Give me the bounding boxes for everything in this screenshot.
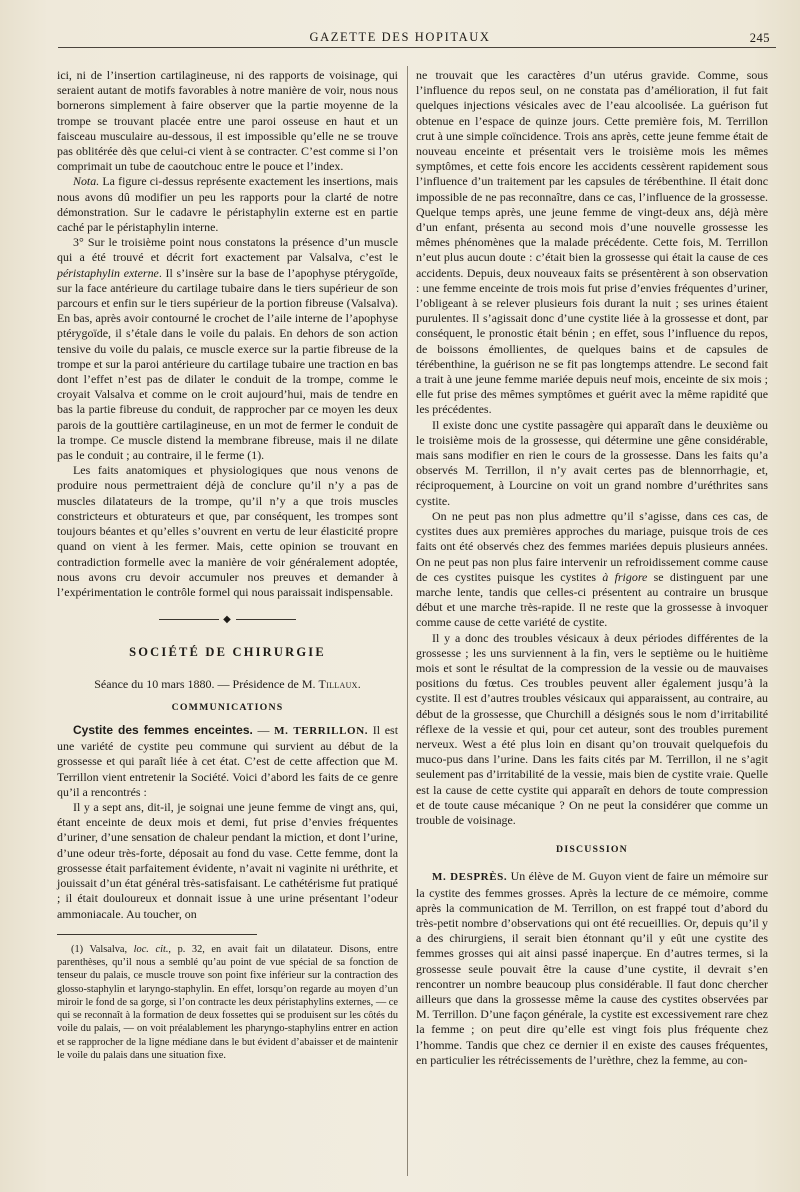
section-title: SOCIÉTÉ DE CHIRURGIE xyxy=(129,645,326,660)
text-run: Il est une variété de cystite peu commune qui survient au début de la grossesse et qui paraît liée à cet état. C’est de cette affection que M. Terrillon vient entretenir la Société. Voici d’abord les faits de ce genre qu’il a rencontrés : xyxy=(57,723,399,799)
paragraph-nota xyxy=(57,174,398,235)
text-run: . xyxy=(357,676,361,691)
text-run: se distinguent par une marche lente, tandis que celles-ci présentent au contraire un brusque début et une marche très-rapide. Il ne reste que la grossesse à invoquer comme cause de cette variété de cystite. xyxy=(416,569,769,630)
text-run: 3° Sur le troisième point nous constatons la présence d’un muscle qui a été trouvé et décrit fort exactement par Valsalva, c’est le xyxy=(57,235,398,265)
article-author: M. TERRILLON. xyxy=(274,725,369,738)
text-run-italic: à frigore xyxy=(602,569,648,584)
president-name: Tillaux xyxy=(318,676,358,691)
paragraph: ici, ni de l’insertion cartilagineuse, ni des rapports de voisinage, qui seraient autant de motifs favorables à notre manière de voir, nous nous bornerons simplement à faire observer que la partie moyenne de la trompe se trouvant placée entre une paroi osseuse en haut et un faisceau musculaire au-dessous, il est impossible qu’elle ne se trouve pas oblitérée dès que celui-ci vient à se contracter. C’est comme si l’on comprimait un tube de caoutchouc entre le pouce et l’index. xyxy=(57,68,398,174)
text-run-italic: loc. cit. xyxy=(133,943,169,955)
paragraph: ne trouvait que les caractères d’un utérus gravide. Comme, sous l’influence du repos seul, on ne constata pas d’amélioration, il fut fait quelques injections vésicales avec de l’eau alcoolisée. La guérison fut obtenue en l’espace de quinze jours. Cette première fois, M. Terrillon crut à une simple coïncidence. Trois ans après, cette jeune femme était de nouveau enceinte et présentait vers le troisième mois les mêmes symptômes, et cette fois encore les accidents cessèrent rapidement sous l’influence d’un traitement par les capsules de térébenthine. Il était donc impossible de ne pas reconnaître, dans ce cas, l’influence de la grossesse. Quelque temps après, une jeune femme de vingt-deux ans, déjà mère d’un enfant, présenta au second mois d’une nouvelle grossesse les mêmes phénomènes que la malade précédente. Cette fois, M. Terrillon n’eut plus aucun doute : c’était bien la grossesse qui était la cause de ces accidents. Depuis, deux nouveaux faits se présentèrent à son observation : une femme enceinte de trois mois fut prise d’envies fréquentes d’uriner, l’obligeant à se relever plusieurs fois durant la nuit ; ses urines étaient purulentes. Il s’agissait donc d’une cystite liée à la grossesse et dont, par conséquent, le pronostic était bénin ; en effet, sous l’influence du repos, de boissons émollientes, de quelques bains et de capsules de térébenthine, la guérison ne se fit pas longtemps attendre. Le second fait a trait à une jeune femme mariée depuis neuf mois, enceinte de six mois ; elle fut prise des mêmes symptômes et guérit avec la même rapidité que les précédentes. xyxy=(416,68,768,417)
footnote-rule xyxy=(57,934,257,935)
paragraph: Il existe donc une cystite passagère qui apparaît dans le deuxième ou le troisième mois de la grossesse, qui détermine une gêne considérable, mais sans modifier en rien le cours de la grossesse. Dans les faits qu’a observés M. Terrillon, il n’y avait certes pas de blennorrhagie, et, réciproquement, à Lourcine on voit un grand nombre d’uréthrites sans cystite. xyxy=(416,417,768,508)
text-run: Un élève de M. Guyon vient de faire un mémoire sur la cystite des femmes grosses. Après la lecture de ce mémoire, comme après la communication de M. Terrillon, on est frappé tout d’abord du très-petit nombre d’observations qui ont été recueillies. Or, depuis qu’il y a des chirurgiens, il serait bien étonnant qu’il y eût une cystite des femmes grosses qui ait ainsi passé inaperçue. En d’autres termes, si la grossesse seule pouvait être la cause d’une cystite, il devrait s’en rencontrer un nombre beaucoup plus considérable. Il faut donc chercher ailleurs que dans la grossesse même la cause des cystites observées par M. Terrillon. D’une façon générale, la cystite est excessivement rare chez la femme ; on peut dire qu’elle est vingt fois plus fréquente chez l’homme. Tandis que chez ce dernier il en existe des causes fréquentes, en particulier les rétrécissements de l’urèthre, chez la femme, au con- xyxy=(416,869,769,1067)
communications-heading: COMMUNICATIONS xyxy=(171,701,284,713)
paragraph xyxy=(416,509,768,631)
paragraph xyxy=(57,723,398,800)
ornament-diamond-icon: ◆ xyxy=(223,614,232,626)
paragraph xyxy=(57,235,398,463)
text-run: — xyxy=(252,723,275,738)
footnote xyxy=(57,943,398,1063)
text-run: Séance du 10 mars 1880. — Présidence de M. xyxy=(94,676,319,691)
text-run-italic: péristaphylin externe xyxy=(57,265,159,280)
ornament-line xyxy=(236,619,296,620)
discussion-heading: DISCUSSION xyxy=(556,844,628,856)
paragraph: Il y a donc des troubles vésicaux à deux périodes différentes de la grossesse ; les uns surviennent à la fin, vers le septième ou le huitième mois et sont le résultat de la compression de la vessie ou de mauvaises positions du fœtus. Ces troubles peuvent aller également jusqu’à la cystite. Il est d’autres troubles vésicaux qui apparaissent, au contraire, au début de la grossesse, que Churchill a désignés sous le nom d’irritabilité réflexe de la vessie et qui, pour cet auteur, sont des troubles purement nerveux. West a été plus loin en disant qu’on trouvait quelquefois du muco-pus dans l’urine. Dans les faits cités par M. Terrillon, il ne s’agit seulement pas d’irritabilité de la vessie, mais bien de cystite vraie. Quelle est la cause de cette cystite qui apparaît en dehors de toute compression et de toute cause mécanique ? On ne peut la considérer que comme un trouble de voisinage. xyxy=(416,630,768,827)
paragraph xyxy=(416,869,768,1068)
left-column xyxy=(57,68,398,1062)
running-title: GAZETTE DES HOPITAUX xyxy=(309,30,491,44)
header-rule xyxy=(58,47,776,48)
text-run: On ne peut pas non plus admettre qu’il s’agisse, dans ces cas, de cystites dues aux premières approches du mariage, puisque trois de ces faits ont été observés chez des femmes mariées depuis plusieurs années. On ne peut pas non plus faire intervenir un refroidissement comme cause de ces cystites puisque les cystites xyxy=(416,508,768,584)
nota-text: La figure ci-dessus représente exactement les insertions, mais nous avons dû modifier un peu les rapports pour la clarté de notre démonstration. Sur le cadavre le péristaphylin externe est en partie caché par le péristaphylin interne. xyxy=(57,174,398,235)
text-run: . Il s’insère sur la base de l’apophyse ptérygoïde, sur la face antérieure du cartilage tubaire dans le tiers supérieur de son parcours et enfin sur le tiers supérieur de la portion fibreuse (Valsalva). En bas, après avoir contourné le crochet de l’aile interne de l’apophyse ptérygoïde, il s’étale dans le voile du palais. En dehors de son action tensive du voile du palais, ce muscle exerce sur la partie fibreuse de la trompe et sur la paroi antérieure du cartilage tubaire une traction en bas dont l’effet n’est pas de dilater le conduit de la trompe, comme le croyait Valsalva et comme on le croit aujourd’hui, mais de tendre en bas la partie fibreuse du conduit, de rapprocher par ce moyen les deux parois de la gouttière cartilagineuse, en un mot de fermer le conduit de la trompe. Ce muscle distend la membrane fibreuse, mais il ne dilate pas le conduit ; au contraire, il le ferme (1). xyxy=(57,265,399,463)
nota-label: Nota. xyxy=(73,174,100,189)
right-column xyxy=(416,68,768,1068)
session-line xyxy=(57,677,398,692)
text-run: (1) Valsalva, xyxy=(71,943,134,955)
page-number: 245 xyxy=(749,31,770,45)
speaker-name: M. DESPRÈS. xyxy=(432,871,508,884)
section-ornament xyxy=(57,612,398,627)
column-divider xyxy=(407,66,408,1176)
text-run: , p. 32, en avait fait un dilatateur. Disons, entre parenthèses, qu’il nous a semblé qu’au point de vue spécial de sa fonction de tenseur du palais, ce muscle trouve son point fixe inférieur sur la contraction des glosso-staphylin et laryngo-staphylin. En effet, lorsqu’on regarde au moyen d’un miroir le fond de sa gorge, si l’on contracte les deux péristaphylins externes, — ce qui se reconnaît à la formation de deux fossettes qui se produisent sur les côtés du voile du palais, — on voit préalablement les pharyngo-staphylins entrer en action et se rapprocher de la ligne médiane dans le but évident d’abaisser et de maintenir le voile du palais dans une situation fixe. xyxy=(57,943,398,1062)
paragraph: Il y a sept ans, dit-il, je soignai une jeune femme de vingt ans, qui, étant enceinte de deux mois et demi, fut prise d’envies fréquentes d’uriner, d’une sensation de chaleur pendant la miction, et dont l’urine, d’une odeur très-forte, déposait au fond du vase. Cette femme, dont la grossesse était parfaitement évidente, n’avait ni vaginite ni uréthrite, et jouissait d’un état général très-satisfaisant. Le cathétérisme fut pratiqué ; il était douloureux et donnait issue à une urine présentant l’odeur ammoniacale. Au toucher, on xyxy=(57,800,398,921)
article-title: Cystite des femmes enceintes. xyxy=(73,723,253,738)
ornament-line xyxy=(159,619,219,620)
paragraph: Les faits anatomiques et physiologiques que nous venons de produire nous permettraient déjà de conclure qu’il n’y a pas de muscles dilatateurs de la trompe, qu’il n’y a que trois muscles constricteurs et obturateurs et que, par conséquent, les trompes sont toujours béantes et qu’elles s’ouvrent en vertu de leur élasticité propre quand on vient à les fermer. Mais, cette opinion se trouvant en contradiction formelle avec la manière de voir généralement adoptée, nous avons cru devoir accumuler nos preuves et demander à l’expérimentation le contrôle formel qui nous paraissait indispensable. xyxy=(57,463,398,599)
